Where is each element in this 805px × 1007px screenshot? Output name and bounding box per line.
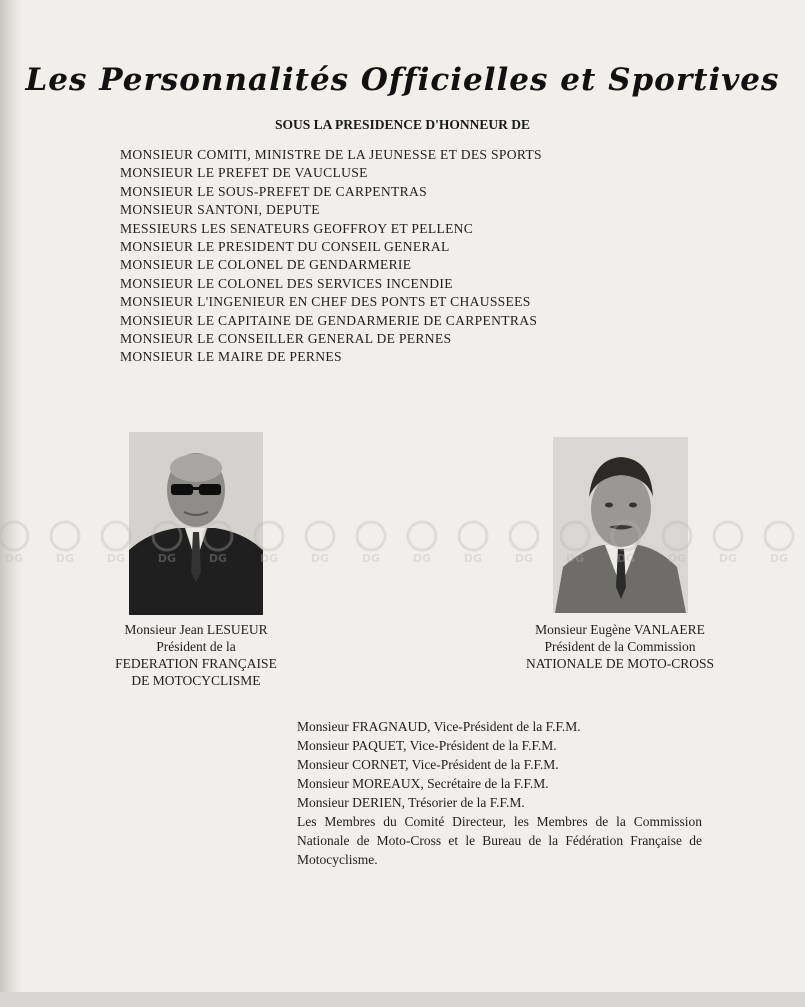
caption-line: Président de la Commission [544,639,696,654]
watermark-ring [408,522,436,550]
honor-list-item: MONSIEUR LE CONSEILLER GENERAL DE PERNES [120,331,452,347]
bureau-member: Monsieur PAQUET, Vice-Président de la F.F.M. [297,738,557,753]
federation-bureau [297,717,702,869]
honor-list-item: MONSIEUR LE CAPITAINE DE GENDARMERIE DE CARPENTRAS [120,312,538,328]
honor-list-item: MONSIEUR SANTONI, DEPUTE [120,202,320,218]
watermark-ring [357,522,385,550]
bureau-member: Monsieur FRAGNAUD, Vice-Président de la F.F.M. [297,719,581,734]
honor-list-item: MESSIEURS LES SENATEURS GEOFFROY ET PELLENC [120,220,474,236]
closing-paragraph: Les Membres du Comité Directeur, les Membres de la Commission Nationale de Moto-Cross et le Bureau de la Fédération Française de Motocyclisme. [297,814,702,867]
bureau-member: Monsieur CORNET, Vice-Président de la F.F.M. [297,757,559,772]
watermark-ring [765,522,793,550]
watermark-text: DG [565,552,585,565]
watermark-text: DG [310,552,330,565]
watermark-text: DG [667,552,687,565]
watermark-ring [102,522,130,550]
bureau-member: Monsieur MOREAUX, Secrétaire de la F.F.M. [297,776,549,791]
honor-list-item: MONSIEUR LE COLONEL DE GENDARMERIE [120,257,412,273]
watermark-text: DG [259,552,279,565]
watermark-text: DG [718,552,738,565]
portrait-lesueur-image [129,432,263,615]
watermark-text: DG [514,552,534,565]
page-title: Les Personnalités Officielles et Sportives [25,62,780,98]
portrait-caption-vanlaere [500,621,740,672]
honor-list-item: MONSIEUR LE SOUS-PREFET DE CARPENTRAS [120,183,427,199]
caption-line: Monsieur Jean LESUEUR [124,622,268,637]
portrait-photo-vanlaere [553,437,688,613]
caption-line: NATIONALE DE MOTO-CROSS [525,656,714,671]
watermark-text: DG [463,552,483,565]
portrait-vanlaere-image [553,437,688,613]
watermark-text: DG [157,552,177,565]
honor-list [120,146,542,367]
watermark-text: DG [361,552,381,565]
honor-list-item: MONSIEUR LE MAIRE DE PERNES [120,349,342,365]
watermark-text: DG [616,552,636,565]
honor-subtitle: SOUS LA PRESIDENCE D'HONNEUR DE [274,117,531,132]
portrait-photo-lesueur [129,432,263,615]
watermark-text: DG [106,552,126,565]
honor-list-item: MONSIEUR COMITI, MINISTRE DE LA JEUNESSE ET DES SPORTS [120,147,542,162]
bureau-member: Monsieur DERIEN, Trésorier de la F.F.M. [297,795,525,810]
honor-list-item: MONSIEUR LE PREFET DE VAUCLUSE [120,165,368,181]
page-bottom-edge [0,992,805,1007]
watermark-ring [459,522,487,550]
caption-line: Président de la [156,639,236,654]
caption-line: FEDERATION FRANÇAISE [115,656,277,671]
binding-gutter [0,0,22,1007]
watermark-ring [510,522,538,550]
caption-line: DE MOTOCYCLISME [131,673,261,688]
honor-list-item: MONSIEUR L'INGENIEUR EN CHEF DES PONTS ET CHAUSSEES [120,294,531,310]
watermark-ring [714,522,742,550]
watermark-text: DG [769,552,789,565]
watermark-ring [306,522,334,550]
portrait-caption-lesueur [96,621,296,689]
watermark-text: DG [412,552,432,565]
honor-list-item: MONSIEUR LE PRESIDENT DU CONSEIL GENERAL [120,239,450,255]
caption-line: Monsieur Eugène VANLAERE [535,622,705,637]
watermark-text: DG [4,552,24,565]
honor-list-item: MONSIEUR LE COLONEL DES SERVICES INCENDIE [120,275,453,291]
watermark-ring [51,522,79,550]
watermark-text: DG [55,552,75,565]
watermark-text: DG [208,552,228,565]
